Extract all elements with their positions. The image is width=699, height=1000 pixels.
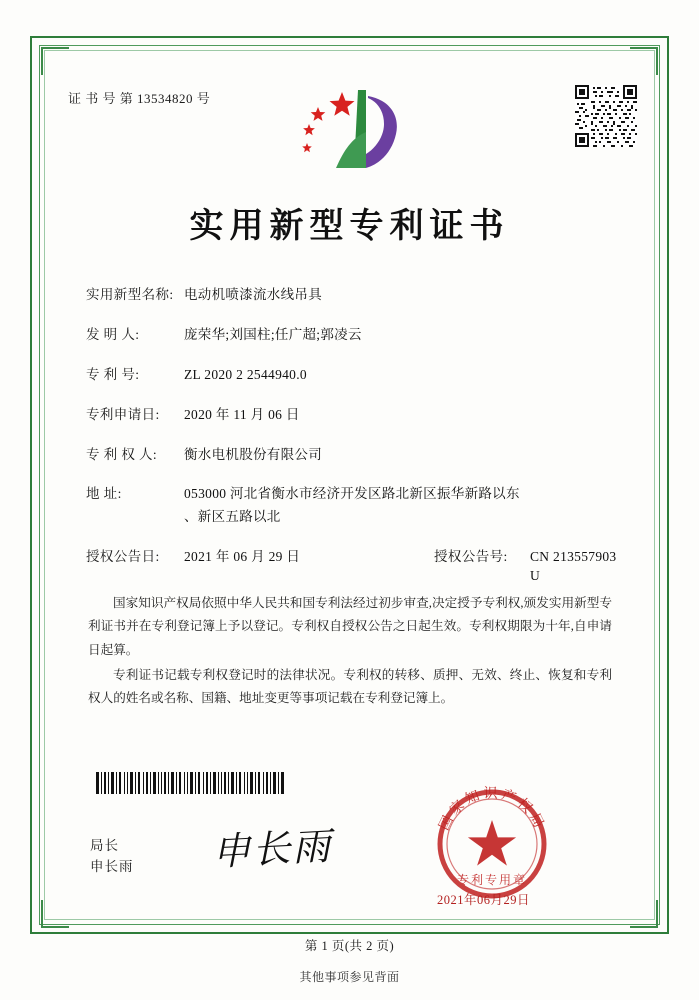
address-line-2: 、新区五路以北 [184, 509, 281, 525]
field-row-address [86, 485, 626, 527]
field-list [86, 286, 626, 607]
signature-labels [90, 836, 134, 878]
announcement-date-value: 2021 年 06 月 29 日 [184, 549, 301, 565]
field-row-announcement [86, 548, 626, 586]
field-label: 专利申请日: [86, 406, 160, 422]
footer-note: 其他事项参见背面 [299, 970, 400, 984]
address-line-1: 053000 河北省衡水市经济开发区路北新区振华新路以东 [184, 486, 520, 502]
field-value: ZL 2020 2 2544940.0 [184, 366, 307, 382]
field-value: 2020 年 11 月 06 日 [184, 406, 300, 422]
director-title-label: 局长 [90, 838, 119, 853]
corner-ornament-bottom-left [41, 900, 69, 928]
field-label: 发 明 人: [86, 326, 140, 342]
page-title: 实用新型专利证书 [189, 206, 510, 246]
field-row-utility-model-name [86, 286, 626, 305]
field-value-address [184, 485, 626, 527]
field-row-patentee [86, 446, 626, 465]
seal-date: 2021年06月29日 [437, 893, 531, 907]
director-name-label: 申长雨 [90, 858, 134, 874]
svg-text:专利专用章: 专利专用章 [456, 873, 528, 887]
field-label: 专 利 号: [86, 366, 140, 382]
body-paragraph-1: 国家知识产权局依照中华人民共和国专利法经过初步审查,决定授予专利权,颁发实用新型专利证书并在专利登记簿上予以登记。专利权自授权公告之日起生效。专利权期限为十年,自申请日起算。 [88, 596, 612, 657]
page-number: 第 1 页(共 2 页) [304, 939, 395, 953]
qr-code-icon [575, 85, 637, 147]
body-paragraph-2: 专利证书记载专利权登记时的法律状况。专利权的转移、质押、无效、终止、恢复和专利权人的姓名或名称、国籍、地址变更等事项记载在专利登记簿上。 [88, 667, 612, 706]
barcode [96, 772, 286, 794]
patent-office-logo-icon [296, 90, 406, 172]
field-value: 电动机喷漆流水线吊具 [184, 287, 322, 302]
corner-ornament-top-right [630, 47, 658, 75]
field-value: 衡水电机股份有限公司 [184, 446, 322, 462]
field-row-inventors [86, 326, 626, 345]
field-label: 专 利 权 人: [86, 446, 158, 462]
announcement-number-value: CN 213557903 U [530, 549, 617, 584]
announcement-date-label: 授权公告日: [86, 549, 160, 565]
field-label: 地 址: [86, 486, 122, 502]
legal-body-text [88, 592, 612, 712]
field-row-patent-number [86, 366, 626, 385]
field-value: 庞荣华;刘国柱;任广超;郭凌云 [184, 326, 362, 342]
certificate-number: 证 书 号 第 13534820 号 [68, 91, 211, 106]
announcement-number-label: 授权公告号: [434, 549, 508, 565]
field-label: 实用新型名称: [86, 287, 174, 302]
announcement-values [184, 548, 626, 586]
field-row-application-date [86, 406, 626, 425]
handwritten-signature: 申长雨 [211, 823, 334, 875]
corner-ornament-top-left [41, 47, 69, 75]
corner-ornament-bottom-right [630, 900, 658, 928]
svg-text:国家知识产权局: 国家知识产权局 [436, 786, 548, 833]
